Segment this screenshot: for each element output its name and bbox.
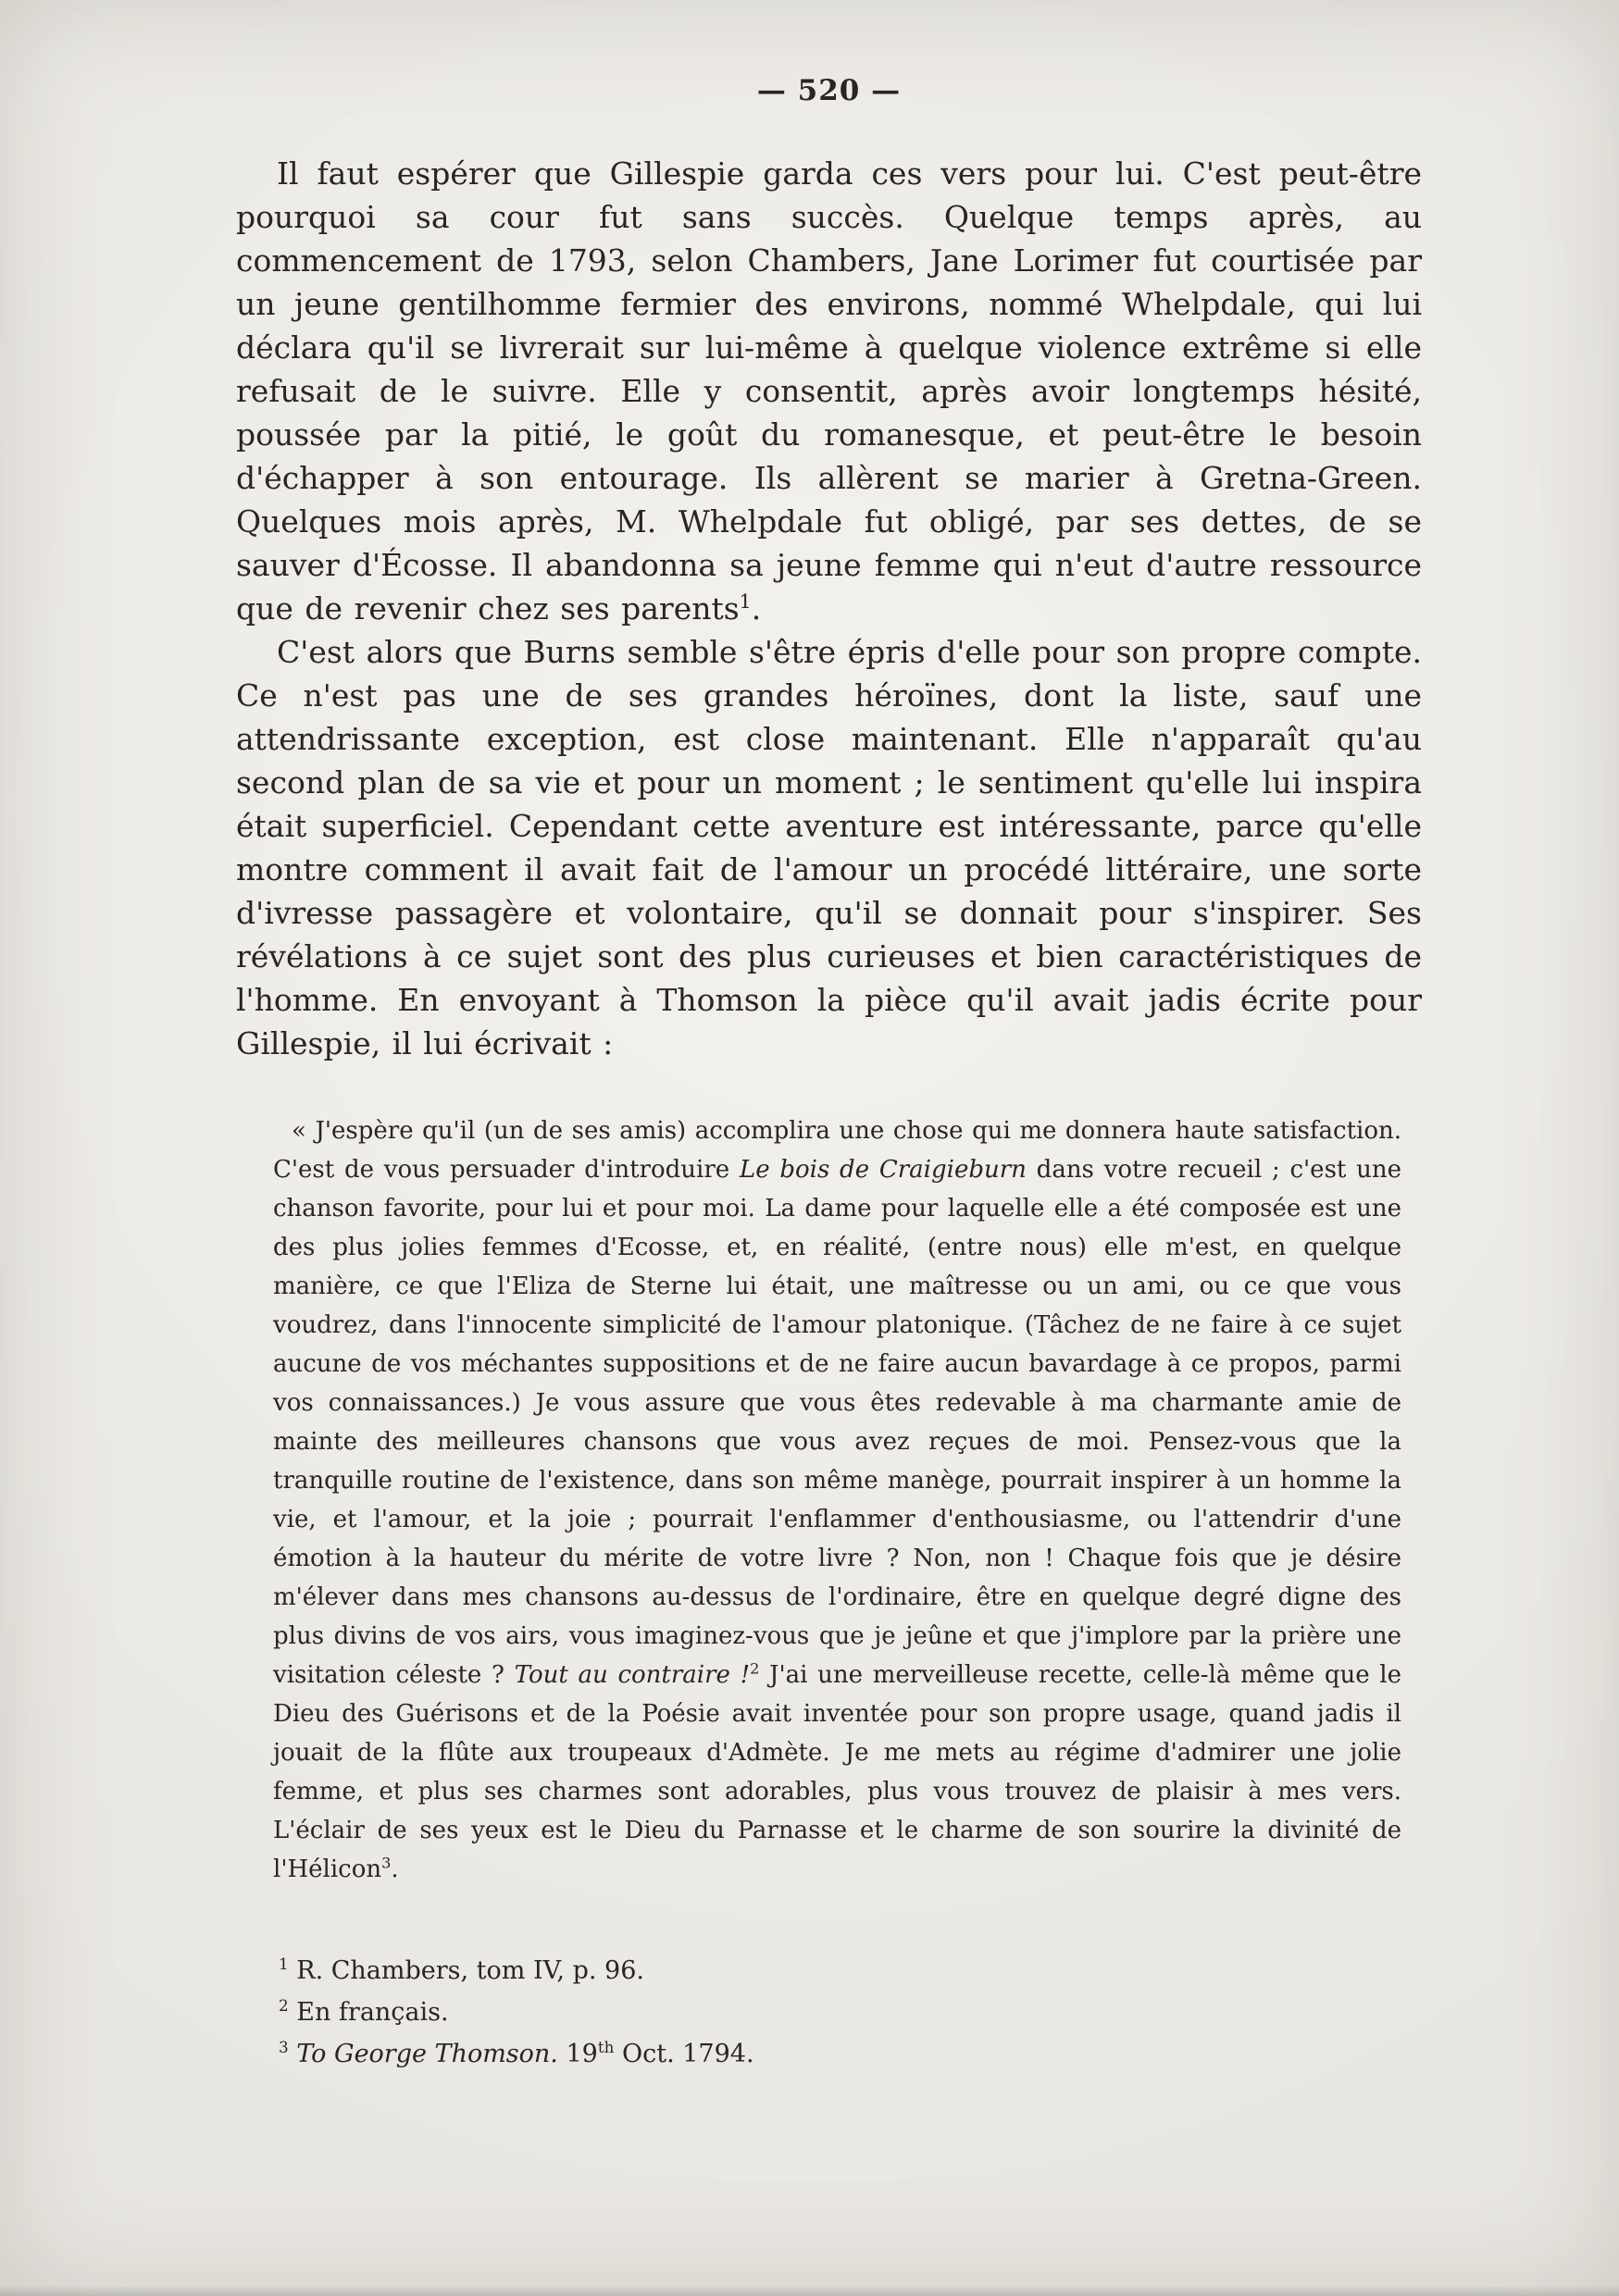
text-run: J'ai une merveilleuse recette, celle-là même que le Dieu des Guérisons et de la Poésie avait inventée pour son propre usage, quand jadis il jouait de la flûte aux troupeaux d'Admète. Je me mets au régime d'admirer une jolie femme, et plus ses charmes sont adorables, plus vous trouvez de plaisir à mes vers. L'éclair de ses yeux est le Dieu du Parnasse et le charme de son sourire la divinité de l'Hélicon (273, 1661, 1401, 1883)
text-run: 19 (557, 2040, 598, 2068)
text-run: En français. (288, 1998, 449, 2027)
footnote-3 (279, 2033, 1422, 2075)
page-content (236, 152, 1422, 2075)
text-run: C'est alors que Burns semble s'être épris d'elle pour son propre compte. Ce n'est pas une de ses grandes héroïnes, dont la liste, sauf une attendrissante exception, est close maintenant. Elle n'apparaît qu'au second plan de sa vie et pour un moment ; le sentiment qu'elle lui inspira était superficiel. Cependant cette aventure est intéressante, parce qu'elle montre comment il avait fait de l'amour un procédé littéraire, une sorte d'ivresse passagère et volontaire, qu'il se donnait pour s'inspirer. Ses révélations à ce sujet sont des plus curieuses et bien caractéristiques de l'homme. En envoyant à Thomson la pièce qu'il avait jadis écrite pour Gillespie, il lui écrivait : (236, 634, 1422, 1061)
paragraph-whelpdale (236, 152, 1422, 630)
superscript-ref: th (597, 2038, 615, 2056)
superscript-ref: 3 (381, 1854, 392, 1872)
footnotes-section (279, 1950, 1422, 2075)
italic-text: Le bois de Craigieburn (739, 1156, 1027, 1184)
superscript-ref: 1 (279, 1955, 289, 1973)
text-run: dans votre recueil ; c'est une chanson favorite, pour lui et pour moi. La dame pour laquelle elle a été composée est une des plus jolies femmes d'Ecosse, et, en réalité, (entre nous) elle m'est, en quelque manière, ce que l'Eliza de Sterne lui était, une maîtresse ou un ami, ou ce que vous voudrez, dans l'innocente simplicité de l'amour platonique. (Tâchez de ne faire à ce sujet aucune de vos méchantes suppositions et de ne faire aucun bavardage à ce propos, parmi vos connaissances.) Je vous assure que vous êtes redevable à ma charmante amie de mainte des meilleures chansons que vous avez reçues de moi. Pensez-vous que la tranquille routine de l'existence, dans son même manège, pourrait inspirer à un homme la vie, et l'amour, et la joie ; pourrait l'enflammer d'enthousiasme, ou l'attendrir d'une émotion à la hauteur du mérite de votre livre ? Non, non ! Chaque fois que je désire m'élever dans mes chansons au-dessus de l'ordinaire, être en quelque degré digne des plus divins de vos airs, vous imaginez-vous que je jeûne et que j'implore par la prière une visitation céleste ? (273, 1156, 1401, 1689)
paragraph-burns (236, 630, 1422, 1065)
superscript-ref: 3 (279, 2038, 289, 2056)
text-run: Oct. 1794. (614, 2040, 754, 2068)
text-run: « J'espère qu'il (un de ses amis) accomplira une chose qui me donnera haute satisfaction. C'est de vous persuader d'introduire (273, 1117, 1401, 1184)
superscript-ref: 1 (739, 590, 752, 613)
text-run: . (391, 1855, 399, 1883)
superscript-ref: 2 (750, 1659, 760, 1678)
superscript-ref: 2 (279, 1996, 289, 2015)
text-run: . (751, 590, 762, 627)
text-run (289, 2040, 297, 2068)
text-run: Il faut espérer que Gillespie garda ces vers pour lui. C'est peut-être pourquoi sa cour fut sans succès. Quelque temps après, au commencement de 1793, selon Chambers, Jane Lorimer fut courtisée par un jeune gentilhomme fermier des environs, nommé Whelpdale, qui lui déclara qu'il se livrerait sur lui-même à quelque violence extrême si elle refusait de le suivre. Elle y consentit, après avoir longtemps hésité, poussée par la pitié, le goût du romanesque, et peut-être le besoin d'échapper à son entourage. Ils allèrent se marier à Gretna-Green. Quelques mois après, M. Whelpdale fut obligé, par ses dettes, de se sauver d'Écosse. Il abandonna sa jeune femme qui n'eut d'autre ressource que de revenir chez ses parents (236, 155, 1422, 627)
page-header (236, 74, 1422, 107)
page-number: — 520 — (756, 74, 902, 107)
footnote-2 (279, 1992, 1422, 2033)
text-run: R. Chambers, tom IV, p. 96. (288, 1956, 644, 1985)
letter-quote (273, 1111, 1401, 1889)
italic-text: Tout au contraire ! (514, 1661, 751, 1689)
footnote-1 (279, 1950, 1422, 1992)
italic-text: To George Thomson. (296, 2040, 558, 2068)
